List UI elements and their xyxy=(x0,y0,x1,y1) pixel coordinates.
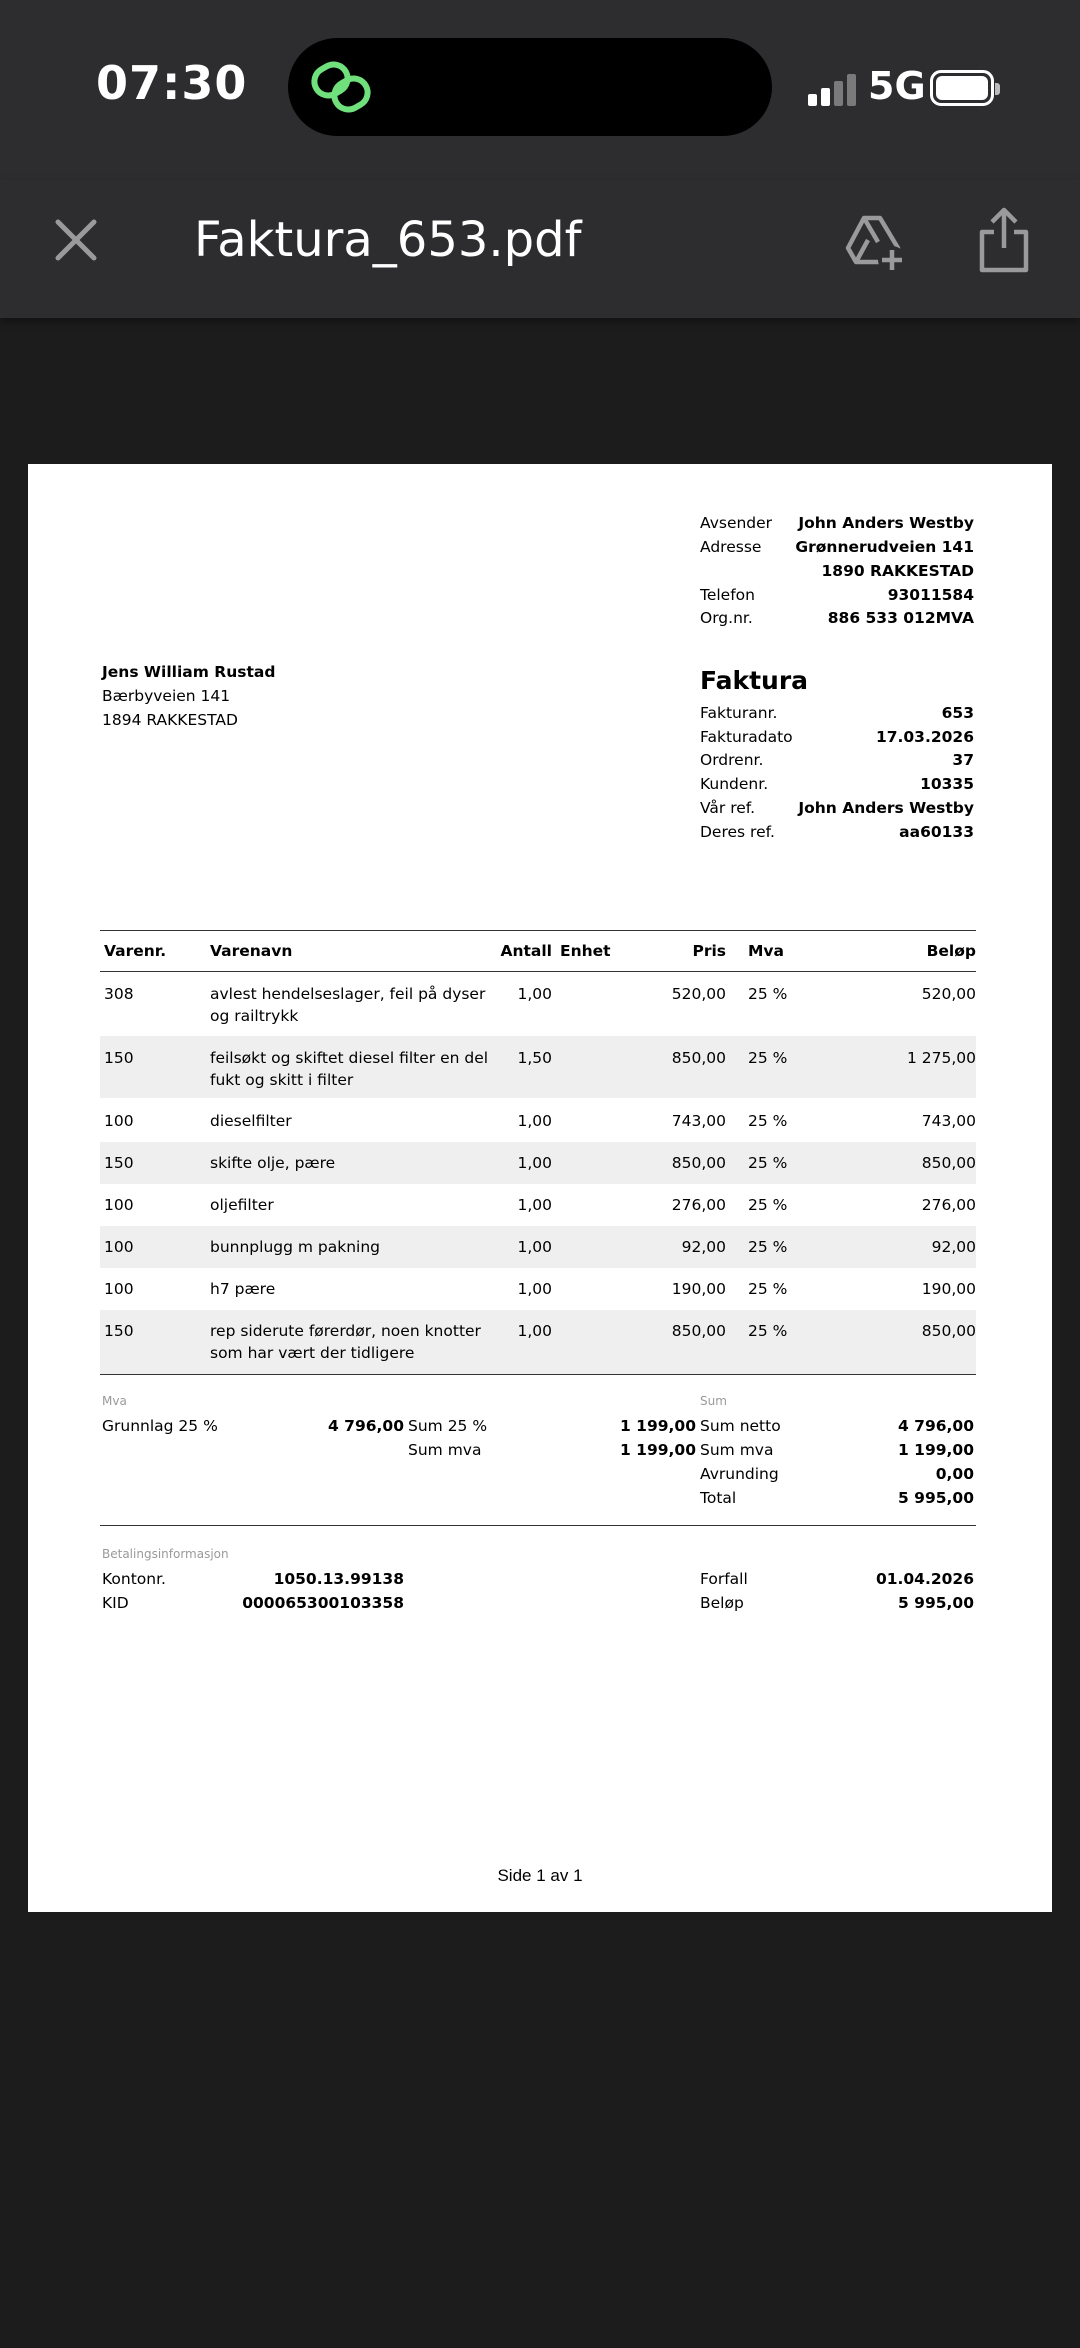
cell-varenavn: oljefilter xyxy=(210,1196,274,1214)
deres-ref-value: aa60133 xyxy=(899,823,974,841)
cell-antall: 1,00 xyxy=(517,985,552,1003)
col-pris: Pris xyxy=(692,942,726,960)
grunnlag-value: 4 796,00 xyxy=(328,1417,404,1435)
ordrenr-value: 37 xyxy=(952,751,974,769)
cell-belop: 92,00 xyxy=(931,1238,976,1256)
adresse-label: Adresse xyxy=(700,538,762,556)
cell-antall: 1,00 xyxy=(517,1322,552,1340)
recipient-city: 1894 RAKKESTAD xyxy=(102,711,238,729)
share-icon[interactable] xyxy=(974,204,1034,276)
cell-varenr: 308 xyxy=(104,985,134,1003)
vaar-ref-label: Vår ref. xyxy=(700,799,756,817)
cell-antall: 1,00 xyxy=(517,1154,552,1172)
telefon-label: Telefon xyxy=(700,586,755,604)
payment-section-label: Betalingsinformasjon xyxy=(102,1547,229,1561)
cell-belop: 743,00 xyxy=(921,1112,976,1130)
cell-pris: 850,00 xyxy=(671,1049,726,1067)
cell-varenavn: rep siderute førerdør, noen knotter xyxy=(210,1322,481,1340)
invoice-heading: Faktura xyxy=(700,666,809,695)
cell-belop: 850,00 xyxy=(921,1322,976,1340)
ordrenr-label: Ordrenr. xyxy=(700,751,764,769)
sum-netto-value: 4 796,00 xyxy=(898,1417,974,1435)
cell-varenavn-cont: og railtrykk xyxy=(210,1007,299,1025)
cell-mva: 25 % xyxy=(748,1154,788,1172)
battery-icon xyxy=(930,70,994,106)
grunnlag-label: Grunnlag 25 % xyxy=(102,1417,218,1435)
table-top-rule xyxy=(100,930,976,931)
sum25-value: 1 199,00 xyxy=(620,1417,696,1435)
avsender-value: John Anders Westby xyxy=(798,514,974,532)
avrunding-value: 0,00 xyxy=(935,1465,974,1483)
payment-rule xyxy=(100,1525,976,1526)
cell-antall: 1,00 xyxy=(517,1196,552,1214)
kontonr-label: Kontonr. xyxy=(102,1570,166,1588)
total-label: Total xyxy=(700,1489,737,1507)
adresse-line2: 1890 RAKKESTAD xyxy=(821,562,974,580)
cell-mva: 25 % xyxy=(748,985,788,1003)
cell-varenr: 150 xyxy=(104,1049,134,1067)
cell-antall: 1,00 xyxy=(517,1112,552,1130)
pdf-page xyxy=(28,464,1052,1912)
payment-belop-label: Beløp xyxy=(700,1594,744,1612)
cell-varenr: 150 xyxy=(104,1154,134,1172)
network-type: 5G xyxy=(868,64,926,108)
cell-pris: 190,00 xyxy=(671,1280,726,1298)
cell-varenr: 150 xyxy=(104,1322,134,1340)
link-app-icon xyxy=(310,60,374,114)
avsender-label: Avsender xyxy=(700,514,773,532)
cell-belop: 850,00 xyxy=(921,1154,976,1172)
cell-pris: 850,00 xyxy=(671,1154,726,1172)
cell-pris: 850,00 xyxy=(671,1322,726,1340)
dynamic-island xyxy=(288,38,772,136)
close-icon[interactable] xyxy=(46,210,106,270)
kontonr-value: 1050.13.99138 xyxy=(273,1570,404,1588)
cell-belop: 520,00 xyxy=(921,985,976,1003)
table-bottom-rule xyxy=(100,1374,976,1375)
forfall-value: 01.04.2026 xyxy=(875,1570,974,1588)
recipient-name: Jens William Rustad xyxy=(102,663,276,681)
cell-belop: 1 275,00 xyxy=(906,1049,976,1067)
kid-value: 000065300103358 xyxy=(242,1594,404,1612)
cell-varenavn: avlest hendelseslager, feil på dyser xyxy=(210,985,486,1003)
cell-mva: 25 % xyxy=(748,1112,788,1130)
fakturanr-value: 653 xyxy=(941,704,974,722)
total-value: 5 995,00 xyxy=(898,1489,974,1507)
orgnr-value: 886 533 012MVA xyxy=(827,609,974,627)
summva-value: 1 199,00 xyxy=(620,1441,696,1459)
cell-antall: 1,00 xyxy=(517,1238,552,1256)
fakturadato-value: 17.03.2026 xyxy=(875,728,974,746)
cell-varenavn: feilsøkt og skiftet diesel filter en del xyxy=(210,1049,489,1067)
kid-label: KID xyxy=(102,1594,129,1612)
sum25-label: Sum 25 % xyxy=(408,1417,488,1435)
cell-belop: 190,00 xyxy=(921,1280,976,1298)
cell-mva: 25 % xyxy=(748,1238,788,1256)
row-stripe xyxy=(100,1310,976,1374)
recipient-street: Bærbyveien 141 xyxy=(102,687,231,705)
cell-mva: 25 % xyxy=(748,1280,788,1298)
orgnr-label: Org.nr. xyxy=(700,609,753,627)
sum-mva-label: Sum mva xyxy=(700,1441,774,1459)
cell-varenr: 100 xyxy=(104,1112,134,1130)
page-footer: Side 1 av 1 xyxy=(497,1866,583,1885)
cell-mva: 25 % xyxy=(748,1196,788,1214)
cell-varenr: 100 xyxy=(104,1238,134,1256)
signal-icon xyxy=(808,72,860,106)
cell-varenr: 100 xyxy=(104,1196,134,1214)
cell-varenavn: dieselfilter xyxy=(210,1112,292,1130)
cell-varenr: 100 xyxy=(104,1280,134,1298)
document-title: Faktura_653.pdf xyxy=(194,212,582,268)
status-bar xyxy=(0,0,1080,180)
cell-varenavn-cont: fukt og skitt i filter xyxy=(210,1071,354,1089)
cell-antall: 1,00 xyxy=(517,1280,552,1298)
vaar-ref-value: John Anders Westby xyxy=(798,799,974,817)
kundenr-value: 10335 xyxy=(920,775,974,793)
col-enhet: Enhet xyxy=(560,942,611,960)
col-mva: Mva xyxy=(748,942,784,960)
summva-label: Sum mva xyxy=(408,1441,482,1459)
mva-section-label: Mva xyxy=(102,1394,127,1408)
sum-mva-value: 1 199,00 xyxy=(898,1441,974,1459)
viewer-toolbar xyxy=(0,180,1080,318)
sum-netto-label: Sum netto xyxy=(700,1417,781,1435)
cell-varenavn-cont: som har vært der tidligere xyxy=(210,1344,415,1362)
col-varenr: Varenr. xyxy=(104,942,167,960)
cell-varenavn: h7 pære xyxy=(210,1280,276,1298)
fakturanr-label: Fakturanr. xyxy=(700,704,778,722)
status-time: 07:30 xyxy=(96,56,248,110)
avrunding-label: Avrunding xyxy=(700,1465,779,1483)
adresse-line1: Grønnerudveien 141 xyxy=(795,538,974,556)
cell-belop: 276,00 xyxy=(921,1196,976,1214)
drive-add-icon[interactable] xyxy=(842,210,908,276)
cell-varenavn: skifte olje, pære xyxy=(210,1154,336,1172)
table-header-rule xyxy=(100,971,976,972)
col-belop: Beløp xyxy=(926,942,976,960)
cell-pris: 520,00 xyxy=(671,985,726,1003)
kundenr-label: Kundenr. xyxy=(700,775,769,793)
cell-mva: 25 % xyxy=(748,1322,788,1340)
deres-ref-label: Deres ref. xyxy=(700,823,775,841)
sum-section-label: Sum xyxy=(700,1394,727,1408)
forfall-label: Forfall xyxy=(700,1570,748,1588)
cell-varenavn: bunnplugg m pakning xyxy=(210,1238,381,1256)
payment-belop-value: 5 995,00 xyxy=(898,1594,974,1612)
telefon-value: 93011584 xyxy=(887,586,974,604)
cell-mva: 25 % xyxy=(748,1049,788,1067)
cell-pris: 276,00 xyxy=(671,1196,726,1214)
cell-pris: 92,00 xyxy=(681,1238,726,1256)
cell-antall: 1,50 xyxy=(517,1049,552,1067)
cell-pris: 743,00 xyxy=(671,1112,726,1130)
col-antall: Antall xyxy=(500,942,552,960)
col-varenavn: Varenavn xyxy=(210,942,293,960)
fakturadato-label: Fakturadato xyxy=(700,728,793,746)
